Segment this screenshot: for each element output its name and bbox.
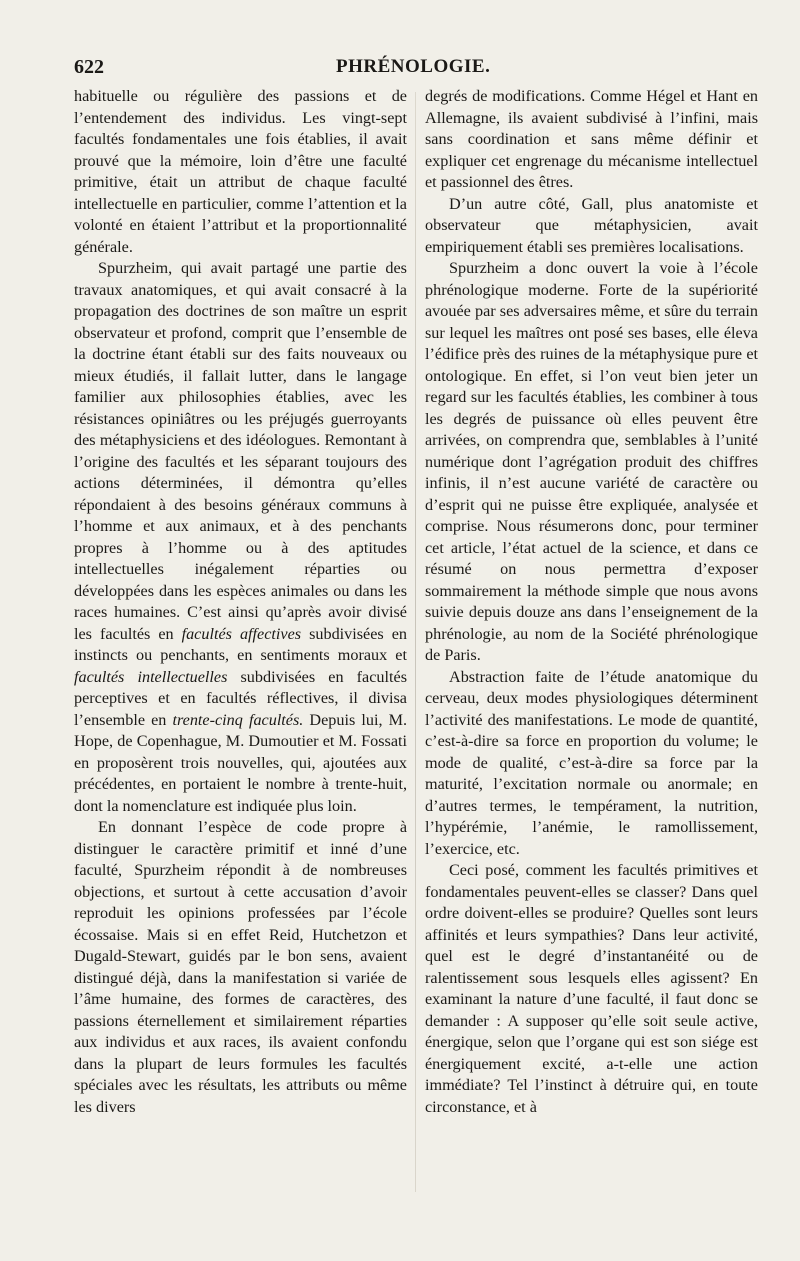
column-divider [415,92,416,1192]
right-paragraph-1: degrés de modifications. Comme Hégel et Hant en Allemagne, ils avaient subdivisé à l’infini, mais sans coordination et sans même définir et expliquer cet engrenage du mécanisme intellectuel et passionnel des êtres. [425,87,758,191]
running-head [74,56,774,82]
left-paragraph-1: habituelle ou régulière des passions et de l’entendement des individus. Les vingt-sept facultés fondamentales une fois établies, il avait prouvé que la mémoire, loin d’être une faculté primitive, était un attribut de chaque faculté intellectuelle en particulier, comme l’attention et la volonté en étaient l’attribut et la proportionnalité générale. [74,87,407,256]
running-title: PHRÉNOLOGIE. [336,56,491,77]
right-paragraph-3: Spurzheim a donc ouvert la voie à l’école phrénologique moderne. Forte de la supériorité avouée par ses adversaires même, et sûre du terrain sur lequel les maîtres ont posé ses bases, elle éleva l’édifice près des ruines de la métaphysique pure et ontologique. En effet, si l’on veut bien jeter un regard sur les facultés établies, les combiner à tous les degrés de puissance où elles peuvent être arrivées, on comprendra que, semblables à l’unité numérique dont l’agrégation produit des chiffres infinis, il n’est aucune variété de caractère ou d’esprit qui ne puisse être expliquée, analysée et comprise. Nous résumerons donc, pour terminer cet article, l’état actuel de la science, et dans ce résumé on nous permettra d’exposer sommairement la méthode simple que nous avons suivie depuis douze ans dans l’enseignement de la phrénologie, au nom de la Société phrénologique de Paris. [425,259,758,664]
right-paragraph-5: Ceci posé, comment les facultés primitives et fondamentales peuvent-elles se classer? Dans quel ordre doivent-elles se produire? Quelles sont leurs affinités et leurs sympathies? Dans leur activité, quel est le degré d’instantanéité ou de ralentissement sous lesquels elles agissent? En examinant la nature d’une faculté, il faut donc se demander : A supposer qu’elle soit seule active, énergique, selon que l’organe qui est son siége est énergiquement excité, a-t-elle une action immédiate? Tel l’instinct à détruire qui, en toute circonstance, et à [425,861,758,1116]
term-intellectual-faculties: facultés intellectuelles [74,667,228,686]
term-affective-faculties: facultés affectives [181,624,302,643]
left-paragraph-2-part-a: Spurzheim, qui avait partagé une partie des travaux anatomiques, et qui avait consacré à la propagation des doctrines de son maître un esprit observateur et profond, comprit que l’ensemble de la doctrine étant établi sur des faits nouveaux ou mieux étudiés, il fallait lutter, dans le langage familier aux philosophies établies, avec les résistances opiniâtres ou les préjugés guerroyants des métaphysiciens et des idéologues. Remontant à l’origine des facultés et les séparant toujours des actions déterminées, il démontra qu’elles répondaient à des besoins généraux communs à l’homme et aux animaux, et à des penchants propres à l’homme ou à des aptitudes intellectuelles inégalement réparties ou développées dans les espèces animales ou dans les races humaines. C’est ainsi qu’après avoir divisé les facultés en [74,259,407,643]
right-paragraph-4: Abstraction faite de l’étude anatomique du cerveau, deux modes physiologiques déterminent l’activité des manifestations. Le mode de quantité, c’est-à-dire sa force en proportion du volume; le mode de qualité, c’est-à-dire sa force par la maturité, l’excitation normale ou anormale; en d’autres termes, le tempérament, la nutrition, l’hypérémie, l’anémie, le ramollissement, l’exercice, etc. [425,667,758,858]
page-number: 622 [74,56,104,78]
left-paragraph-3: En donnant l’espèce de code propre à distinguer le caractère primitif et inné d’une faculté, Spurzheim répondit à de nombreuses objections, et surtout à cette accusation d’avoir reproduit les opinions professées par l’école écossaise. Mais si en effet Reid, Hutchetzon et Dugald-Stewart, guidés par le bon sens, avaient distingué déjà, dans la manifestation si variée de l’âme humaine, des formes de caractères, des passions éternellement et similairement réparties aux individus et aux races, ils avaient confondu dans la plupart de leurs formules les facultés spéciales avec les résultats, les attributs ou même les divers [74,818,407,1116]
left-column [74,86,407,1118]
left-paragraph-2-part-b: subdivisées en instincts ou penchants, en sentiments moraux et [74,624,407,664]
term-thirty-five-faculties: trente-cinq facultés. [172,710,304,729]
left-paragraph-2 [74,258,407,817]
right-column [425,86,758,1118]
right-paragraph-2: D’un autre côté, Gall, plus anatomiste et observateur que métaphysicien, avait empiriquement établi ses premières localisations. [425,194,758,256]
left-paragraph-2-part-c: subdivisées en facultés perceptives et en facultés réflectives, il divisa l’ensemble en [74,667,407,729]
left-paragraph-2-part-d: Depuis lui, M. Hope, de Copenhague, M. Dumoutier et M. Fossati en proposèrent trois nouvelles, qui, ajoutées aux précédentes, en portaient le nombre à trente-huit, dont la nomenclature est indiquée plus loin. [74,710,408,815]
